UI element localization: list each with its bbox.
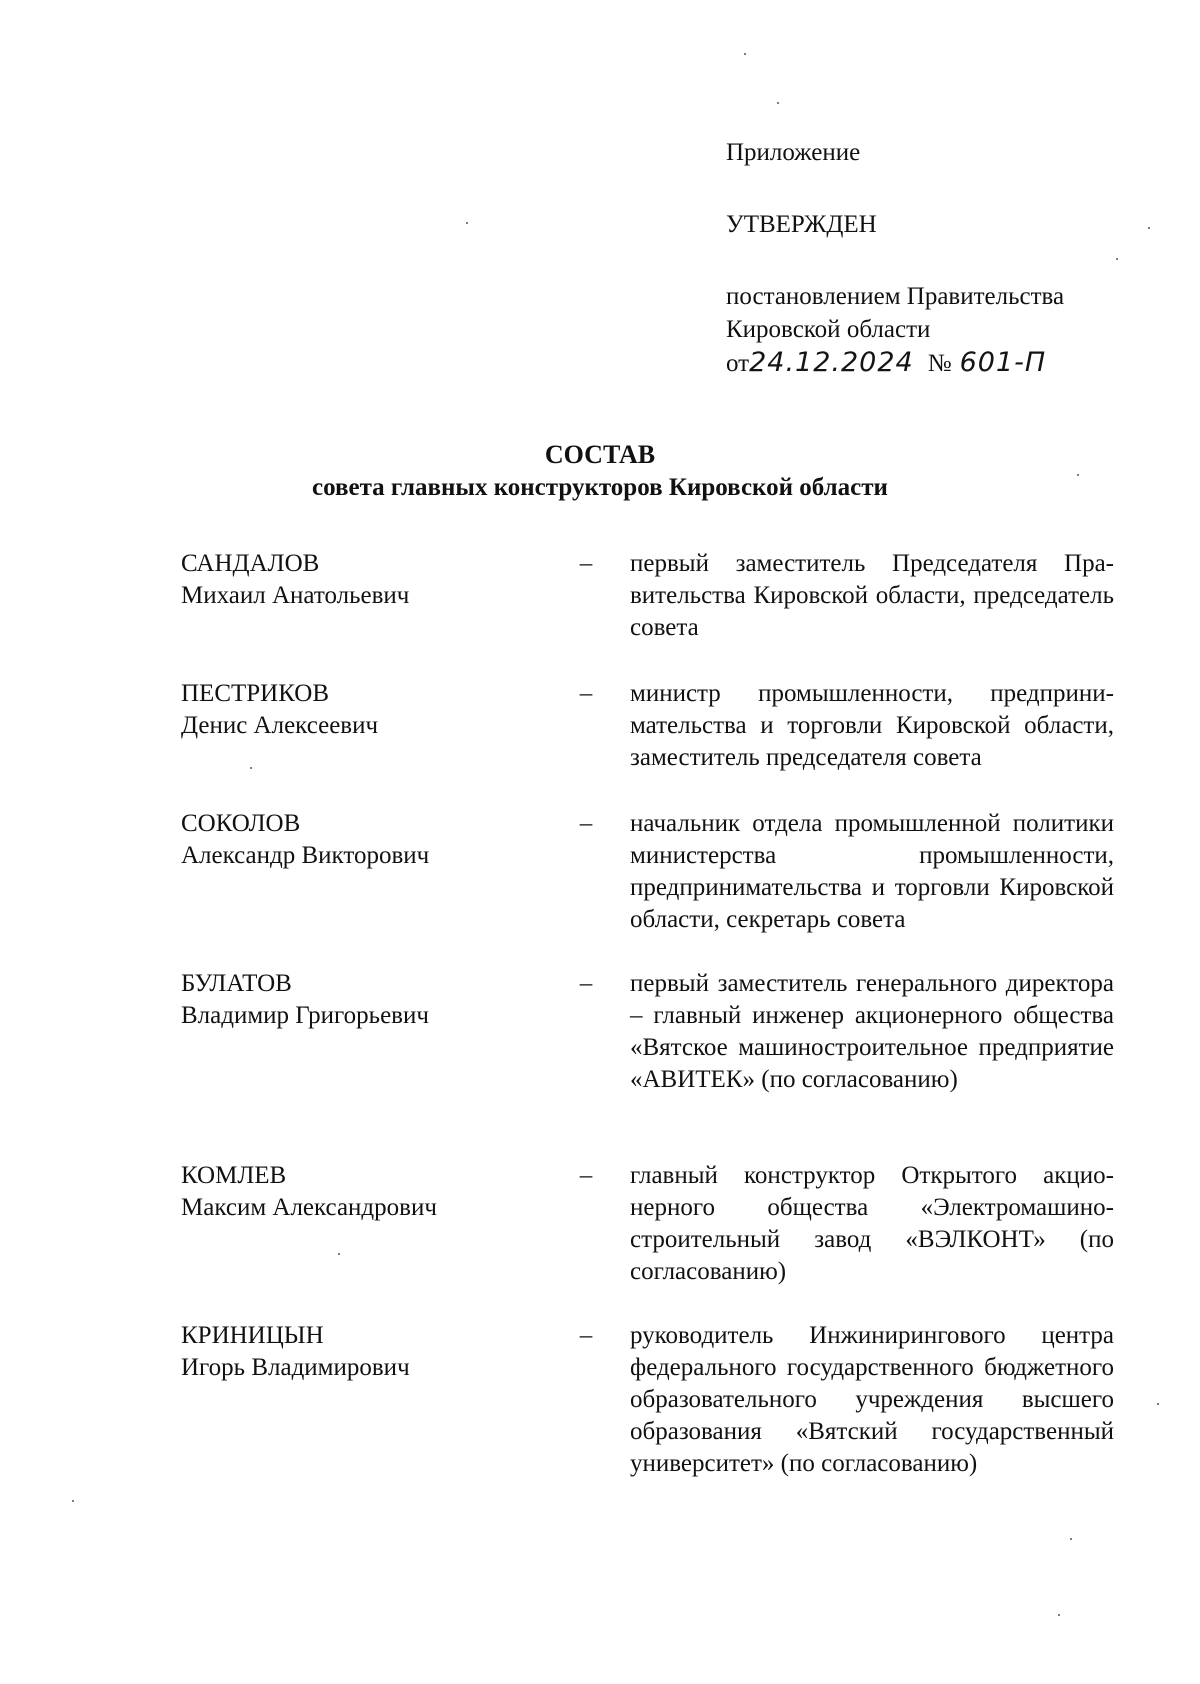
approval-date-line: [726, 346, 1146, 380]
member-given-name: Михаил Анатольевич: [181, 582, 410, 609]
member-role: первый заместитель генерального директора – главный инженер акционерного общества «Вятское машиностроительное предприятие «АВИТЕК» (по согласованию): [630, 970, 1114, 1093]
member-role: главный конструктор Открытого акционерного общества «Электромашиностроительный завод «ВЭЛКОНТ» (по согласованию): [630, 1162, 1114, 1285]
scan-speck: [1157, 1403, 1159, 1405]
scan-speck: [250, 767, 252, 769]
member-name: [181, 548, 541, 612]
scan-speck: [744, 53, 746, 55]
scan-speck: [1070, 1538, 1072, 1540]
document-title: [0, 438, 1200, 504]
number-sign: №: [927, 350, 952, 377]
approval-by-line-1: постановлением Правительства: [726, 283, 1065, 310]
member-surname: САНДАЛОВ: [181, 550, 320, 577]
member-name: [181, 968, 541, 1032]
scan-speck: [466, 222, 468, 224]
member-dash: –: [579, 680, 593, 707]
handwritten-number: 601-П: [959, 347, 1047, 378]
member-dash: –: [579, 970, 593, 997]
scan-speck: [72, 1500, 74, 1502]
member-given-name: Денис Алексеевич: [181, 712, 379, 739]
member-role: министр промышленности, предпринимательства и торговли Кировской области, заместитель председателя совета: [630, 680, 1114, 771]
member-dash: –: [579, 810, 593, 837]
title-main: СОСТАВ: [544, 440, 656, 469]
date-prefix: от: [726, 350, 750, 377]
member-dash: –: [579, 550, 593, 577]
member-name: [181, 1320, 541, 1384]
member-name: [181, 1160, 541, 1224]
member-name: [181, 678, 541, 742]
member-surname: ПЕСТРИКОВ: [181, 680, 330, 707]
appendix-label: Приложение: [726, 139, 861, 166]
member-surname: БУЛАТОВ: [181, 970, 292, 997]
approval-by-line-2: Кировской области: [726, 316, 931, 343]
scan-speck: [777, 102, 779, 104]
approved-label: УТВЕРЖДЕН: [726, 211, 877, 238]
handwritten-date: 24.12.2024: [749, 347, 914, 378]
member-given-name: Александр Викторович: [181, 842, 430, 869]
scan-speck: [1077, 474, 1079, 476]
scan-speck: [1148, 227, 1150, 229]
member-role: руководитель Инжинирингового центра федерального государственного бюджетного образовательного учреждения высшего образования «Вятский государственный университет» (по согласованию): [630, 1322, 1114, 1477]
title-sub: совета главных конструкторов Кировской области: [312, 474, 888, 501]
member-given-name: Игорь Владимирович: [181, 1354, 410, 1381]
scan-speck: [1116, 258, 1118, 260]
member-dash: –: [579, 1322, 593, 1349]
member-role: первый заместитель Председателя Правительства Кировской области, председатель совета: [630, 550, 1114, 641]
member-given-name: Максим Александрович: [181, 1194, 437, 1221]
member-role: начальник отдела промышленной политики министерства промышленности, предпринимательства и торговли Кировской области, секретарь совета: [630, 810, 1114, 933]
member-name: [181, 808, 541, 872]
member-surname: КОМЛЕВ: [181, 1162, 287, 1189]
scan-speck: [1058, 1614, 1060, 1616]
member-dash: –: [579, 1162, 593, 1189]
member-surname: КРИНИЦЫН: [181, 1322, 324, 1349]
member-surname: СОКОЛОВ: [181, 810, 301, 837]
approval-block: [726, 136, 1146, 380]
member-given-name: Владимир Григорьевич: [181, 1002, 429, 1029]
scan-speck: [338, 1253, 340, 1255]
